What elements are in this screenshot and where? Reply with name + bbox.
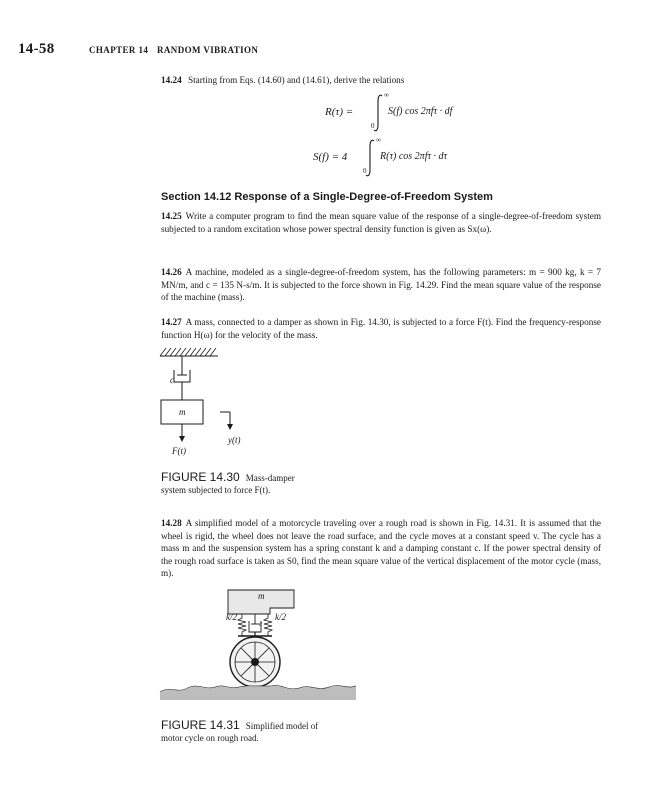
problem-number: 14.28 — [161, 518, 182, 528]
caption-line1: Simplified model of — [245, 721, 319, 731]
figure-14-31-drawing — [158, 588, 358, 706]
int-lower-1: 0 — [371, 122, 375, 130]
mass-label: m — [179, 407, 186, 417]
problem-number: 14.27 — [161, 317, 182, 327]
problem-text: Starting from Eqs. (14.60) and (14.61), derive the relations — [187, 75, 405, 85]
motorcycle-mass-label: m — [258, 591, 265, 601]
problem-text: A simplified model of a motorcycle traveling over a rough road is shown in Fig. 14.31. It is assumed that the wheel is rigid, the wheel does not leave the road surface, and the cycle moves at a constant speed v. The cycle has a mass m and the suspension system has a spring constant k and a damping constant c. If the power spectral density of the rough road surface is taken as S0, find the mean square value of the vertical displacement of the motor cycle (mass, m). — [161, 518, 601, 579]
problem-text: A mass, connected to a damper as shown in Fig. 14.30, is subjected to a force F(t). Find the frequency-response function H(ω) for the velocity of the mass. — [161, 317, 601, 340]
figure-14-30-caption — [161, 471, 295, 496]
spring-left-label: k/2 — [226, 612, 237, 622]
problem-number: 14.24 — [161, 75, 182, 85]
chapter-label: CHAPTER 14 — [89, 45, 149, 55]
chapter-title: RANDOM VIBRATION — [157, 45, 259, 55]
problem-14-28 — [161, 517, 601, 580]
displacement-label: y(t) — [228, 435, 241, 445]
caption-line2: system subjected to force F(t). — [161, 485, 271, 495]
int-upper-1: ∞ — [384, 91, 389, 99]
page-number: 14-58 — [18, 41, 55, 57]
eq2-rhs: R(τ) cos 2πfτ · dτ — [380, 151, 448, 162]
eq2-lhs: S(f) = 4 — [313, 151, 348, 163]
figure-number: FIGURE 14.31 — [161, 718, 240, 732]
problem-14-25 — [161, 210, 601, 235]
figure-14-31-caption — [161, 719, 318, 744]
eq1-lhs: R(τ) = — [325, 106, 354, 118]
equation-r-tau — [325, 106, 353, 118]
damper-label: c — [170, 375, 174, 385]
problem-number: 14.25 — [161, 211, 182, 221]
int-upper-2: ∞ — [376, 136, 381, 144]
section-heading: Section 14.12 Response of a Single-Degree-of-Freedom System — [161, 191, 493, 203]
caption-line2: motor cycle on rough road. — [161, 733, 259, 743]
int-lower-2: 0 — [363, 167, 367, 175]
problem-14-24 — [161, 74, 601, 87]
caption-line1: Mass-damper — [245, 473, 295, 483]
spring-right-label: k/2 — [275, 612, 286, 622]
problem-text: A machine, modeled as a single-degree-of-freedom system, has the following parameters: m = 900 kg, k = 7 MN/m, and c = 135 N-s/m. It is subjected to the force shown in Fig. 14.29. Find the mean square value of the response of the machine (mass). — [161, 267, 601, 303]
force-label: F(t) — [172, 446, 186, 456]
problem-14-27 — [161, 316, 601, 341]
figure-number: FIGURE 14.30 — [161, 470, 240, 484]
problem-number: 14.26 — [161, 267, 182, 277]
problem-14-26 — [161, 266, 601, 304]
damper-label-31: c — [259, 620, 263, 628]
figure-14-30-drawing — [158, 342, 258, 462]
eq1-rhs: S(f) cos 2πfτ · df — [388, 106, 453, 117]
problem-text: Write a computer program to find the mean square value of the response of a single-degree-of-freedom system subjected to a random excitation whose power spectral density function is given as Sx(ω). — [161, 211, 601, 234]
